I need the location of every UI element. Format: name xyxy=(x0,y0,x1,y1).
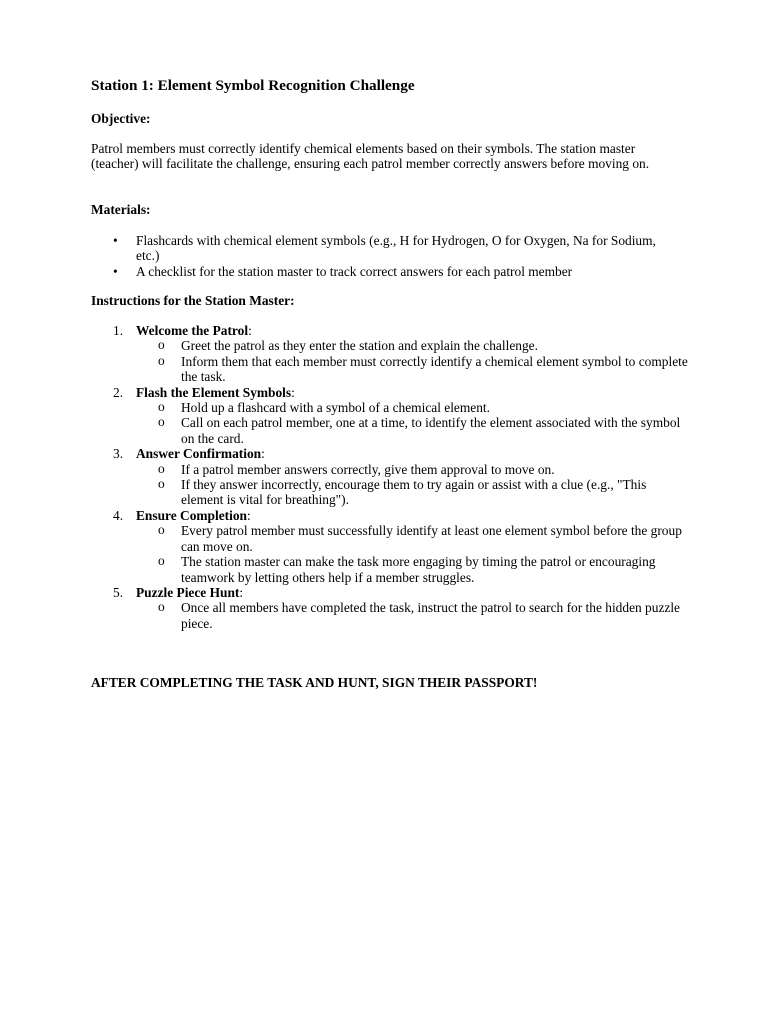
sub-list xyxy=(136,462,691,508)
step-item xyxy=(91,508,691,585)
sub-item-text: Call on each patrol member, one at a time, to identify the element associated with the symbol on the card. xyxy=(181,415,681,446)
material-text: A checklist for the station master to track correct answers for each patrol member xyxy=(136,263,573,279)
step-title: Flash the Element Symbols xyxy=(136,384,292,400)
list-item xyxy=(91,233,681,264)
sub-bullet-icon: o xyxy=(158,460,165,476)
list-item xyxy=(91,264,681,279)
step-suffix: : xyxy=(248,323,252,338)
bullet-icon: • xyxy=(113,233,118,248)
step-title: Welcome the Patrol xyxy=(136,323,249,338)
sub-list xyxy=(136,523,691,585)
sub-bullet-icon: o xyxy=(158,352,165,368)
sub-item xyxy=(136,523,691,554)
objective-text: Patrol members must correctly identify chemical elements based on their symbols. The station master (teacher) will facilitate the challenge, ensuring each patrol member correctly answers before moving on. xyxy=(91,141,650,172)
materials-heading: Materials: xyxy=(91,202,151,217)
materials-list xyxy=(91,233,681,279)
step-number: 4. xyxy=(113,507,124,523)
step-number: 2. xyxy=(113,384,124,400)
step-title: Answer Confirmation xyxy=(136,446,262,462)
page-title: Station 1: Element Symbol Recognition Challenge xyxy=(91,77,415,94)
sub-item xyxy=(136,415,691,446)
sub-item-text: Every patrol member must successfully identify at least one element symbol before the group can move on. xyxy=(181,523,682,554)
sub-item xyxy=(136,477,691,508)
step-item xyxy=(91,323,691,385)
sub-item-text: If a patrol member answers correctly, give them approval to move on. xyxy=(181,461,555,477)
sub-item xyxy=(136,354,691,385)
sub-bullet-icon: o xyxy=(158,476,165,492)
sub-item xyxy=(136,400,691,415)
step-item xyxy=(91,385,691,447)
step-item xyxy=(91,446,691,508)
step-suffix: : xyxy=(291,384,295,400)
sub-item-text: The station master can make the task more engaging by timing the patrol or encouraging teamwork by letting others help if a member struggles. xyxy=(181,554,656,585)
sub-item-text: Greet the patrol as they enter the station and explain the challenge. xyxy=(181,338,538,354)
step-title: Ensure Completion xyxy=(136,507,247,523)
sub-item-text: If they answer incorrectly, encourage them to try again or assist with a clue (e.g., "This element is vital for breathing"). xyxy=(181,477,647,508)
sub-bullet-icon: o xyxy=(158,553,165,569)
instructions-list xyxy=(91,323,691,631)
sub-bullet-icon: o xyxy=(158,337,165,353)
material-text: Flashcards with chemical element symbols (e.g., H for Hydrogen, O for Oxygen, Na for Sodium, etc.) xyxy=(136,233,656,264)
sub-bullet-icon: o xyxy=(158,522,165,538)
sub-bullet-icon: o xyxy=(158,599,165,615)
sub-item xyxy=(136,338,691,353)
step-suffix: : xyxy=(261,446,265,462)
step-title: Puzzle Piece Hunt xyxy=(136,584,240,600)
sub-list xyxy=(136,338,691,384)
step-suffix: : xyxy=(239,584,244,600)
sub-item-text: Hold up a flashcard with a symbol of a chemical element. xyxy=(181,400,490,416)
sub-bullet-icon: o xyxy=(158,414,165,430)
step-number: 5. xyxy=(113,584,124,600)
sub-item xyxy=(136,462,691,477)
sub-item xyxy=(136,600,691,631)
step-suffix: : xyxy=(246,507,251,523)
bullet-icon: • xyxy=(113,263,118,279)
sub-list xyxy=(136,600,691,631)
objective-heading: Objective: xyxy=(91,111,151,126)
sub-item-text: Once all members have completed the task, instruct the patrol to search for the hidden puzzle piece. xyxy=(181,600,680,631)
sub-bullet-icon: o xyxy=(158,399,165,415)
step-number: 1. xyxy=(113,323,124,338)
step-number: 3. xyxy=(113,446,124,462)
sub-list xyxy=(136,400,691,446)
step-item xyxy=(91,585,691,631)
sub-item-text: Inform them that each member must correctly identify a chemical element symbol to complete the task. xyxy=(181,353,688,385)
closing-instruction: AFTER COMPLETING THE TASK AND HUNT, SIGN THEIR PASSPORT! xyxy=(91,675,538,690)
sub-item xyxy=(136,554,691,585)
instructions-heading: Instructions for the Station Master: xyxy=(91,293,295,308)
